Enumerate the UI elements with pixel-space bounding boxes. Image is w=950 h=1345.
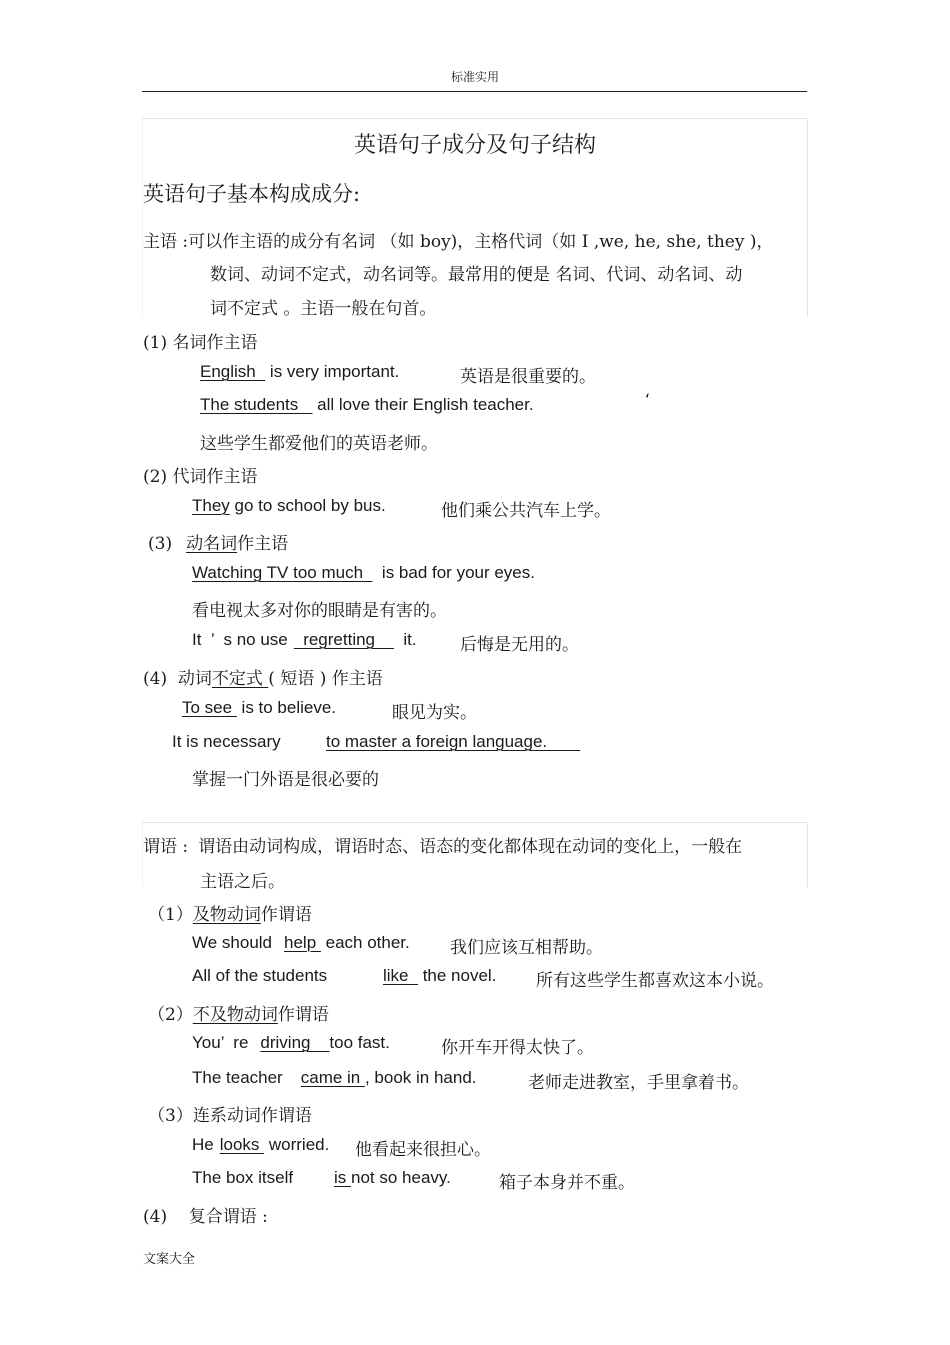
example-necessary-start: It is necessary xyxy=(172,732,281,751)
underlined-term: 动名词 xyxy=(186,534,238,554)
predicate-definition-line-2: 主语之后。 xyxy=(200,872,285,892)
subject-pronoun-heading: (2) 代词作主语 xyxy=(143,467,258,487)
underlined-term: 不定式 xyxy=(211,669,269,689)
translation: 他们乘公共汽车上学。 xyxy=(441,501,611,521)
header-rule xyxy=(142,91,807,92)
heading-number: （1） xyxy=(148,905,193,925)
translation: 这些学生都爱他们的英语老师。 xyxy=(200,434,438,454)
example-to-see xyxy=(182,698,336,718)
subject-definition-line-3: 词不定式 。主语一般在句首。 xyxy=(210,299,437,319)
underlined-predicate: help xyxy=(284,933,321,952)
example-watching-tv xyxy=(192,563,535,583)
example-like-novel xyxy=(383,966,496,986)
underlined-subject: regretting xyxy=(293,630,394,649)
sentence-rest: it. xyxy=(393,630,417,649)
sentence-rest: is to believe. xyxy=(236,698,337,717)
predicate-transitive-heading xyxy=(148,900,312,925)
subject-label: 主语 : xyxy=(143,232,189,252)
sentence-rest: , book in hand. xyxy=(364,1068,477,1087)
translation: 老师走进教室，手里拿着书。 xyxy=(528,1073,749,1093)
predicate-compound-heading: (4) 复合谓语 : xyxy=(143,1207,268,1227)
heading-rest: 作谓语 xyxy=(260,905,312,925)
sentence-start: You’ re xyxy=(192,1033,249,1052)
sentence-rest: is bad for your eyes. xyxy=(372,563,535,582)
sentence-rest: worried. xyxy=(264,1135,330,1154)
underlined-predicate: looks xyxy=(219,1135,265,1154)
underlined-term: 及物动词 xyxy=(192,905,261,925)
heading-rest: ( 短语 ) 作主语 xyxy=(268,669,383,689)
sentence-start: He xyxy=(192,1135,214,1154)
translation: 后悔是无用的。 xyxy=(460,635,579,655)
underlined-subject: To see xyxy=(182,698,237,717)
predicate-label: 谓语 : xyxy=(143,837,189,857)
sentence-rest: the novel. xyxy=(417,966,497,985)
underlined-subject: to master a foreign language. xyxy=(326,732,581,751)
translation: 英语是很重要的。 xyxy=(460,367,596,387)
sentence-rest: all love their English teacher. xyxy=(312,395,534,414)
heading-rest: 作主语 xyxy=(237,534,289,554)
page-footer: 文案大全 xyxy=(143,1252,196,1267)
heading-number: （2） xyxy=(148,1005,193,1025)
example-students-love xyxy=(200,395,534,415)
example-no-use-regretting xyxy=(192,630,417,650)
sentence-rest: each other. xyxy=(320,933,410,952)
subject-definition-line-1 xyxy=(143,227,774,252)
underlined-predicate: driving xyxy=(260,1033,330,1052)
heading-start: (4) 动词 xyxy=(143,669,212,689)
subject-gerund-heading xyxy=(148,529,288,554)
stray-quote-mark: ‘ xyxy=(645,390,651,409)
example-looks-worried xyxy=(192,1135,329,1155)
sentence-start: The teacher xyxy=(192,1068,283,1087)
translation: 所有这些学生都喜欢这本小说。 xyxy=(536,971,774,991)
sentence-rest: not so heavy. xyxy=(351,1168,451,1187)
example-help-each-other xyxy=(192,933,410,953)
example-like-novel-start: All of the students xyxy=(192,966,328,985)
translation: 箱子本身并不重。 xyxy=(499,1173,635,1193)
underlined-subject: The students xyxy=(200,395,313,414)
example-not-so-heavy xyxy=(334,1168,451,1188)
predicate-definition-line-1 xyxy=(143,832,742,857)
subject-definition-line-2: 数词、动词不定式，动名词等。最常用的便是 名词、代词、动名词、动 xyxy=(210,265,743,285)
underlined-term: 不及物动词 xyxy=(192,1005,278,1025)
heading-number: (3) xyxy=(148,534,173,554)
sentence-start: We should xyxy=(192,933,273,952)
subject-definition-text: 可以作主语的成分有名词 （如 boy)，主格代词（如 I ,we, he, she, they )， xyxy=(188,232,774,252)
translation: 他看起来很担心。 xyxy=(355,1140,491,1160)
predicate-definition-text: 谓语由动词构成，谓语时态、语态的变化都体现在动词的变化上，一般在 xyxy=(198,837,743,857)
example-they-bus xyxy=(192,496,386,516)
underlined-subject: Watching TV too much xyxy=(192,563,373,582)
predicate-intransitive-heading xyxy=(148,1000,329,1025)
translation: 看电视太多对你的眼睛是有害的。 xyxy=(192,601,447,621)
sentence-rest: go to school by bus. xyxy=(229,496,386,515)
sentence-rest: too fast. xyxy=(329,1033,390,1052)
example-driving-fast xyxy=(192,1033,390,1053)
example-box-itself: The box itself xyxy=(192,1168,294,1187)
predicate-linking-heading: （3）连系动词作谓语 xyxy=(148,1106,312,1126)
page-header: 标准实用 xyxy=(450,70,499,84)
example-came-in xyxy=(192,1068,477,1088)
translation: 眼见为实。 xyxy=(392,703,477,723)
sentence-start: It ’ s no use xyxy=(192,630,288,649)
section-title: 英语句子基本构成成分: xyxy=(143,182,361,206)
underlined-predicate: is xyxy=(334,1168,351,1187)
underlined-subject: They xyxy=(192,496,230,515)
subject-infinitive-heading xyxy=(143,664,383,689)
heading-rest: 作谓语 xyxy=(277,1005,329,1025)
underlined-predicate: came in xyxy=(300,1068,365,1087)
translation: 掌握一门外语是很必要的 xyxy=(192,770,379,790)
sentence-rest: is very important. xyxy=(265,362,400,381)
translation: 我们应该互相帮助。 xyxy=(450,938,603,958)
document-title: 英语句子成分及句子结构 xyxy=(353,133,596,158)
underlined-subject: English xyxy=(200,362,266,381)
subject-noun-heading: (1) 名词作主语 xyxy=(143,333,258,353)
example-english-important xyxy=(200,362,399,382)
underlined-predicate: like xyxy=(383,966,418,985)
translation: 你开车开得太快了。 xyxy=(441,1038,594,1058)
